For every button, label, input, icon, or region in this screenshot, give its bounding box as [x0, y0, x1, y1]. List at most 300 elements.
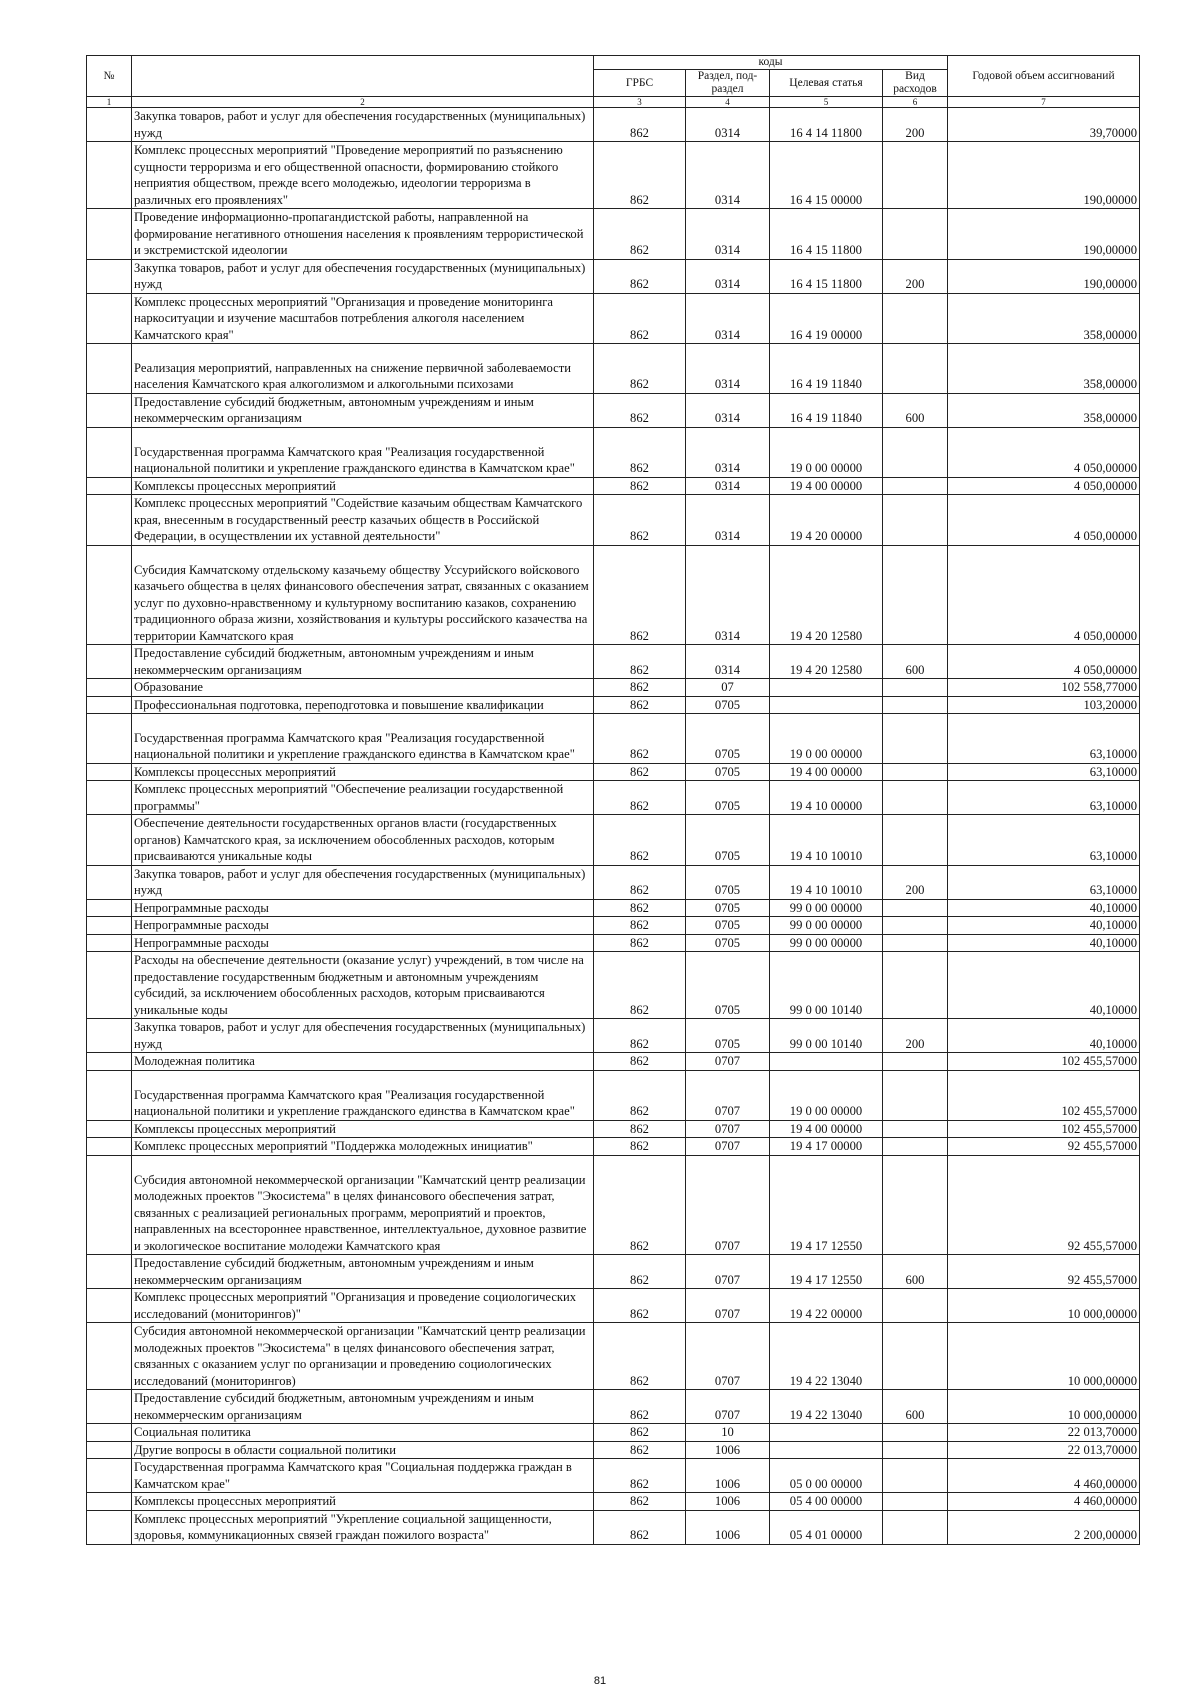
row-name: Проведение информационно-пропагандистской работы, направленной на формирование негативного отношения населения к проявлениям террористической и экстремистской идеологии — [132, 209, 594, 260]
table-row — [87, 714, 1140, 764]
row-razdel: 0314 — [686, 142, 770, 209]
row-razdel: 0705 — [686, 781, 770, 815]
table-row — [87, 1289, 1140, 1323]
table-row — [87, 108, 1140, 142]
num-cell — [87, 815, 132, 866]
table-row — [87, 477, 1140, 495]
row-vid — [883, 545, 948, 645]
row-grbs: 862 — [594, 1459, 686, 1493]
table-row — [87, 1459, 1140, 1493]
num-cell — [87, 344, 132, 394]
row-tselevaya: 05 4 00 00000 — [770, 1493, 883, 1511]
row-grbs: 862 — [594, 899, 686, 917]
num-cell — [87, 645, 132, 679]
row-vid — [883, 1053, 948, 1071]
row-name: Комплекс процессных мероприятий "Организация и проведение мониторинга наркоситуации и изучение масштабов потребления алкоголя населением Камчатского края" — [132, 293, 594, 344]
table-row — [87, 1424, 1140, 1442]
row-grbs: 862 — [594, 696, 686, 714]
table-row — [87, 142, 1140, 209]
row-grbs: 862 — [594, 142, 686, 209]
row-vid — [883, 1424, 948, 1442]
row-tselevaya: 19 4 22 13040 — [770, 1390, 883, 1424]
row-vid — [883, 952, 948, 1019]
row-name: Комплекс процессных мероприятий "Укрепление социальной защищенности, здоровья, коммуникационных связей граждан пожилого возраста" — [132, 1510, 594, 1544]
table-row — [87, 1155, 1140, 1255]
row-vid — [883, 714, 948, 764]
row-vid: 200 — [883, 108, 948, 142]
row-name: Непрограммные расходы — [132, 899, 594, 917]
row-tselevaya: 19 4 17 12550 — [770, 1155, 883, 1255]
table-row — [87, 815, 1140, 866]
row-sum: 92 455,57000 — [948, 1138, 1140, 1156]
row-razdel: 0707 — [686, 1053, 770, 1071]
row-tselevaya: 99 0 00 10140 — [770, 1019, 883, 1053]
row-name: Закупка товаров, работ и услуг для обеспечения государственных (муниципальных) нужд — [132, 1019, 594, 1053]
budget-table-sheet — [86, 55, 1139, 1545]
row-vid — [883, 477, 948, 495]
num-cell — [87, 393, 132, 427]
row-vid: 600 — [883, 393, 948, 427]
row-grbs: 862 — [594, 477, 686, 495]
row-name: Субсидия Камчатскому отдельскому казачьему обществу Уссурийского войскового казачьего общества в целях финансового обеспечения затрат, связанных с оказанием услуг по духовно-нравственному и культурному воспитанию казаков, сохранению традиционного образа жизни, хозяйствования и культуры российского казачества на территории Камчатского края — [132, 545, 594, 645]
row-tselevaya: 99 0 00 00000 — [770, 917, 883, 935]
row-tselevaya: 19 4 20 12580 — [770, 545, 883, 645]
table-row — [87, 1053, 1140, 1071]
num-cell — [87, 1255, 132, 1289]
num-cell — [87, 259, 132, 293]
row-vid — [883, 679, 948, 697]
row-name: Предоставление субсидий бюджетным, автономным учреждениям и иным некоммерческим организациям — [132, 645, 594, 679]
row-grbs: 862 — [594, 1510, 686, 1544]
row-tselevaya: 16 4 19 11840 — [770, 344, 883, 394]
row-tselevaya: 16 4 19 00000 — [770, 293, 883, 344]
row-grbs: 862 — [594, 393, 686, 427]
row-tselevaya: 16 4 15 11800 — [770, 259, 883, 293]
row-razdel: 0314 — [686, 344, 770, 394]
header-tselevaya: Целевая статья — [770, 70, 883, 97]
row-sum: 103,20000 — [948, 696, 1140, 714]
row-vid — [883, 1493, 948, 1511]
row-razdel: 07 — [686, 679, 770, 697]
row-name: Комплекс процессных мероприятий "Организация и проведение социологических исследований (мониторингов)" — [132, 1289, 594, 1323]
table-row — [87, 495, 1140, 546]
row-sum: 190,00000 — [948, 259, 1140, 293]
row-sum: 358,00000 — [948, 393, 1140, 427]
num-cell — [87, 495, 132, 546]
row-razdel: 0705 — [686, 714, 770, 764]
row-name: Комплекс процессных мероприятий "Проведение мероприятий по разъяснению сущности терроризма и его общественной опасности, формированию стойкого неприятия обществом, прежде всего молодежью, идеологии терроризма в различных его проявлениях" — [132, 142, 594, 209]
page-number: 81 — [593, 1675, 607, 1687]
row-name: Профессиональная подготовка, переподготовка и повышение квалификации — [132, 696, 594, 714]
row-sum: 4 460,00000 — [948, 1493, 1140, 1511]
row-sum: 92 455,57000 — [948, 1155, 1140, 1255]
row-vid — [883, 1510, 948, 1544]
table-row — [87, 259, 1140, 293]
num-cell — [87, 781, 132, 815]
num-cell — [87, 1070, 132, 1120]
row-grbs: 862 — [594, 1070, 686, 1120]
row-grbs: 862 — [594, 1053, 686, 1071]
row-vid — [883, 1289, 948, 1323]
table-body — [87, 108, 1140, 1545]
row-grbs: 862 — [594, 714, 686, 764]
row-razdel: 0707 — [686, 1323, 770, 1390]
row-vid — [883, 1138, 948, 1156]
column-index: 4 — [686, 97, 770, 108]
row-grbs: 862 — [594, 1155, 686, 1255]
column-index: 1 — [87, 97, 132, 108]
row-name: Государственная программа Камчатского края "Реализация государственной национальной политики и укрепление гражданского единства в Камчатском крае" — [132, 714, 594, 764]
row-tselevaya — [770, 679, 883, 697]
row-tselevaya: 19 0 00 00000 — [770, 1070, 883, 1120]
table-row — [87, 1070, 1140, 1120]
row-vid — [883, 142, 948, 209]
row-name: Обеспечение деятельности государственных органов власти (государственных органов) Камчатского края, за исключением обособленных расходов, которым присваиваются уникальные коды — [132, 815, 594, 866]
row-grbs: 862 — [594, 1424, 686, 1442]
row-grbs: 862 — [594, 781, 686, 815]
row-tselevaya: 19 4 20 00000 — [770, 495, 883, 546]
column-index: 3 — [594, 97, 686, 108]
header-vid: Вид расходов — [883, 70, 948, 97]
row-vid — [883, 1323, 948, 1390]
num-cell — [87, 917, 132, 935]
row-sum: 102 455,57000 — [948, 1070, 1140, 1120]
row-razdel: 0705 — [686, 952, 770, 1019]
row-tselevaya: 16 4 15 00000 — [770, 142, 883, 209]
row-name: Закупка товаров, работ и услуг для обеспечения государственных (муниципальных) нужд — [132, 259, 594, 293]
row-grbs: 862 — [594, 679, 686, 697]
row-sum: 102 558,77000 — [948, 679, 1140, 697]
row-razdel: 1006 — [686, 1441, 770, 1459]
row-grbs: 862 — [594, 209, 686, 260]
row-name: Государственная программа Камчатского края "Реализация государственной национальной политики и укрепление гражданского единства в Камчатском крае" — [132, 427, 594, 477]
row-vid — [883, 781, 948, 815]
row-vid — [883, 1441, 948, 1459]
row-razdel: 0314 — [686, 645, 770, 679]
row-name: Комплекс процессных мероприятий "Содействие казачьим обществам Камчатского края, внесенным в государственный реестр казачьих обществ в Российской Федерации, в осуществлении их уставной деятельности" — [132, 495, 594, 546]
table-row — [87, 917, 1140, 935]
row-sum: 10 000,00000 — [948, 1323, 1140, 1390]
row-sum: 4 050,00000 — [948, 427, 1140, 477]
row-vid: 600 — [883, 1390, 948, 1424]
row-razdel: 0705 — [686, 865, 770, 899]
row-vid — [883, 495, 948, 546]
row-vid — [883, 344, 948, 394]
row-razdel: 0705 — [686, 934, 770, 952]
row-grbs: 862 — [594, 1138, 686, 1156]
row-name: Непрограммные расходы — [132, 934, 594, 952]
row-sum: 10 000,00000 — [948, 1390, 1140, 1424]
row-vid — [883, 1120, 948, 1138]
row-sum: 63,10000 — [948, 865, 1140, 899]
row-razdel: 0705 — [686, 899, 770, 917]
row-razdel: 0314 — [686, 495, 770, 546]
row-sum: 102 455,57000 — [948, 1120, 1140, 1138]
row-vid: 600 — [883, 1255, 948, 1289]
row-vid — [883, 934, 948, 952]
row-sum: 4 460,00000 — [948, 1459, 1140, 1493]
row-name: Субсидия автономной некоммерческой организации "Камчатский центр реализации молодежных проектов "Экосистема" в целях финансового обеспечения затрат, связанных с оказанием услуг по организации и проведению социологических исследований (мониторингов) — [132, 1323, 594, 1390]
row-sum: 22 013,70000 — [948, 1441, 1140, 1459]
table-row — [87, 393, 1140, 427]
row-razdel: 0705 — [686, 1019, 770, 1053]
row-grbs: 862 — [594, 293, 686, 344]
row-tselevaya: 19 4 00 00000 — [770, 1120, 883, 1138]
num-cell — [87, 763, 132, 781]
row-tselevaya: 19 4 17 12550 — [770, 1255, 883, 1289]
row-sum: 4 050,00000 — [948, 645, 1140, 679]
row-grbs: 862 — [594, 952, 686, 1019]
row-tselevaya: 05 4 01 00000 — [770, 1510, 883, 1544]
row-name: Предоставление субсидий бюджетным, автономным учреждениям и иным некоммерческим организациям — [132, 1255, 594, 1289]
header-total: Годовой объем ассигнований — [948, 56, 1140, 97]
header-razdel: Раздел, под-раздел — [686, 70, 770, 97]
budget-table — [86, 55, 1140, 1545]
row-sum: 40,10000 — [948, 934, 1140, 952]
row-razdel: 0707 — [686, 1120, 770, 1138]
table-row — [87, 899, 1140, 917]
row-sum: 39,70000 — [948, 108, 1140, 142]
row-razdel: 0707 — [686, 1390, 770, 1424]
num-cell — [87, 1289, 132, 1323]
row-vid — [883, 899, 948, 917]
row-razdel: 1006 — [686, 1510, 770, 1544]
row-name: Закупка товаров, работ и услуг для обеспечения государственных (муниципальных) нужд — [132, 865, 594, 899]
num-cell — [87, 934, 132, 952]
num-cell — [87, 427, 132, 477]
table-row — [87, 1510, 1140, 1544]
row-sum: 358,00000 — [948, 293, 1140, 344]
num-cell — [87, 1390, 132, 1424]
row-name: Другие вопросы в области социальной политики — [132, 1441, 594, 1459]
row-sum: 10 000,00000 — [948, 1289, 1140, 1323]
row-vid: 200 — [883, 1019, 948, 1053]
num-cell — [87, 293, 132, 344]
row-razdel: 0707 — [686, 1155, 770, 1255]
num-cell — [87, 1493, 132, 1511]
num-cell — [87, 545, 132, 645]
row-sum: 22 013,70000 — [948, 1424, 1140, 1442]
row-razdel: 10 — [686, 1424, 770, 1442]
table-row — [87, 1390, 1140, 1424]
row-tselevaya: 99 0 00 10140 — [770, 952, 883, 1019]
row-sum: 40,10000 — [948, 952, 1140, 1019]
row-grbs: 862 — [594, 1390, 686, 1424]
row-name: Государственная программа Камчатского края "Социальная поддержка граждан в Камчатском крае" — [132, 1459, 594, 1493]
row-grbs: 862 — [594, 344, 686, 394]
row-sum: 40,10000 — [948, 1019, 1140, 1053]
row-razdel: 0314 — [686, 108, 770, 142]
table-row — [87, 679, 1140, 697]
row-grbs: 862 — [594, 917, 686, 935]
row-tselevaya: 19 4 22 00000 — [770, 1289, 883, 1323]
table-row — [87, 1255, 1140, 1289]
row-sum: 63,10000 — [948, 763, 1140, 781]
row-sum: 358,00000 — [948, 344, 1140, 394]
row-razdel: 0705 — [686, 917, 770, 935]
row-name: Государственная программа Камчатского края "Реализация государственной национальной политики и укрепление гражданского единства в Камчатском крае" — [132, 1070, 594, 1120]
row-sum: 4 050,00000 — [948, 495, 1140, 546]
row-tselevaya: 19 4 20 12580 — [770, 645, 883, 679]
row-sum: 190,00000 — [948, 209, 1140, 260]
row-vid: 200 — [883, 259, 948, 293]
row-name: Молодежная политика — [132, 1053, 594, 1071]
num-cell — [87, 108, 132, 142]
row-vid — [883, 293, 948, 344]
num-cell — [87, 679, 132, 697]
row-razdel: 1006 — [686, 1459, 770, 1493]
row-vid: 600 — [883, 645, 948, 679]
table-row — [87, 209, 1140, 260]
row-name: Комплексы процессных мероприятий — [132, 477, 594, 495]
table-row — [87, 545, 1140, 645]
header-num: № — [87, 56, 132, 97]
num-cell — [87, 1424, 132, 1442]
row-grbs: 862 — [594, 259, 686, 293]
row-name: Комплексы процессных мероприятий — [132, 1493, 594, 1511]
column-index: 6 — [883, 97, 948, 108]
table-row — [87, 696, 1140, 714]
row-sum: 63,10000 — [948, 781, 1140, 815]
row-razdel: 0314 — [686, 477, 770, 495]
row-name: Образование — [132, 679, 594, 697]
row-sum: 4 050,00000 — [948, 545, 1140, 645]
row-name: Комплекс процессных мероприятий "Поддержка молодежных инициатив" — [132, 1138, 594, 1156]
num-cell — [87, 1019, 132, 1053]
row-name: Расходы на обеспечение деятельности (оказание услуг) учреждений, в том числе на предоставление государственным бюджетным и автономным учреждениям субсидий, за исключением обособленных расходов, которым присваиваются уникальные коды — [132, 952, 594, 1019]
row-grbs: 862 — [594, 1255, 686, 1289]
row-grbs: 862 — [594, 645, 686, 679]
row-tselevaya: 05 0 00 00000 — [770, 1459, 883, 1493]
num-cell — [87, 1138, 132, 1156]
row-grbs: 862 — [594, 427, 686, 477]
column-index: 2 — [132, 97, 594, 108]
row-vid — [883, 1459, 948, 1493]
row-vid — [883, 815, 948, 866]
table-row — [87, 1441, 1140, 1459]
num-cell — [87, 952, 132, 1019]
row-sum: 63,10000 — [948, 815, 1140, 866]
row-tselevaya: 19 4 10 10010 — [770, 815, 883, 866]
num-cell — [87, 1053, 132, 1071]
row-vid — [883, 209, 948, 260]
row-razdel: 0314 — [686, 259, 770, 293]
table-row — [87, 781, 1140, 815]
row-sum: 40,10000 — [948, 899, 1140, 917]
row-tselevaya: 19 4 17 00000 — [770, 1138, 883, 1156]
row-name: Предоставление субсидий бюджетным, автономным учреждениям и иным некоммерческим организациям — [132, 1390, 594, 1424]
header-name — [132, 56, 594, 97]
row-grbs: 862 — [594, 108, 686, 142]
row-tselevaya — [770, 1053, 883, 1071]
row-name: Непрограммные расходы — [132, 917, 594, 935]
table-row — [87, 427, 1140, 477]
row-vid — [883, 696, 948, 714]
row-grbs: 862 — [594, 495, 686, 546]
row-grbs: 862 — [594, 763, 686, 781]
row-sum: 190,00000 — [948, 142, 1140, 209]
column-index-row — [87, 97, 1140, 108]
row-grbs: 862 — [594, 1441, 686, 1459]
num-cell — [87, 1441, 132, 1459]
num-cell — [87, 1510, 132, 1544]
row-grbs: 862 — [594, 1289, 686, 1323]
row-razdel: 0314 — [686, 545, 770, 645]
row-sum: 63,10000 — [948, 714, 1140, 764]
table-row — [87, 934, 1140, 952]
row-tselevaya: 99 0 00 00000 — [770, 934, 883, 952]
table-row — [87, 1120, 1140, 1138]
table-row — [87, 645, 1140, 679]
row-razdel: 0705 — [686, 815, 770, 866]
row-razdel: 0707 — [686, 1289, 770, 1323]
row-name: Комплексы процессных мероприятий — [132, 1120, 594, 1138]
row-name: Предоставление субсидий бюджетным, автономным учреждениям и иным некоммерческим организациям — [132, 393, 594, 427]
row-tselevaya — [770, 1441, 883, 1459]
row-sum: 2 200,00000 — [948, 1510, 1140, 1544]
table-row — [87, 865, 1140, 899]
row-razdel: 1006 — [686, 1493, 770, 1511]
table-row — [87, 952, 1140, 1019]
num-cell — [87, 1459, 132, 1493]
row-name: Закупка товаров, работ и услуг для обеспечения государственных (муниципальных) нужд — [132, 108, 594, 142]
num-cell — [87, 1323, 132, 1390]
row-grbs: 862 — [594, 1019, 686, 1053]
row-name: Субсидия автономной некоммерческой организации "Камчатский центр реализации молодежных проектов "Экосистема" в целях финансового обеспечения затрат, связанных с реализацией региональных программ, мероприятий и проектов, направленных на всестороннее нравственное, интеллектуальное, духовное развитие и экологическое воспитание молодежи Камчатского края — [132, 1155, 594, 1255]
row-sum: 40,10000 — [948, 917, 1140, 935]
row-grbs: 862 — [594, 1120, 686, 1138]
row-razdel: 0705 — [686, 763, 770, 781]
row-sum: 102 455,57000 — [948, 1053, 1140, 1071]
row-tselevaya: 16 4 19 11840 — [770, 393, 883, 427]
row-razdel: 0707 — [686, 1138, 770, 1156]
table-row — [87, 1019, 1140, 1053]
row-tselevaya: 19 4 00 00000 — [770, 477, 883, 495]
row-name: Комплексы процессных мероприятий — [132, 763, 594, 781]
table-row — [87, 763, 1140, 781]
row-tselevaya: 19 0 00 00000 — [770, 427, 883, 477]
row-vid — [883, 1070, 948, 1120]
num-cell — [87, 865, 132, 899]
header-grbs: ГРБС — [594, 70, 686, 97]
row-tselevaya: 16 4 15 11800 — [770, 209, 883, 260]
row-tselevaya: 19 4 22 13040 — [770, 1323, 883, 1390]
row-vid — [883, 763, 948, 781]
row-tselevaya — [770, 1424, 883, 1442]
row-razdel: 0314 — [686, 293, 770, 344]
row-razdel: 0705 — [686, 696, 770, 714]
row-vid: 200 — [883, 865, 948, 899]
num-cell — [87, 142, 132, 209]
row-sum: 4 050,00000 — [948, 477, 1140, 495]
num-cell — [87, 1120, 132, 1138]
row-razdel: 0314 — [686, 209, 770, 260]
num-cell — [87, 1155, 132, 1255]
header-codes: коды — [594, 56, 948, 70]
row-razdel: 0707 — [686, 1255, 770, 1289]
row-vid — [883, 1155, 948, 1255]
table-row — [87, 293, 1140, 344]
row-grbs: 862 — [594, 815, 686, 866]
row-grbs: 862 — [594, 865, 686, 899]
row-razdel: 0314 — [686, 393, 770, 427]
table-row — [87, 1493, 1140, 1511]
num-cell — [87, 209, 132, 260]
row-sum: 92 455,57000 — [948, 1255, 1140, 1289]
row-vid — [883, 427, 948, 477]
table-row — [87, 1138, 1140, 1156]
num-cell — [87, 696, 132, 714]
